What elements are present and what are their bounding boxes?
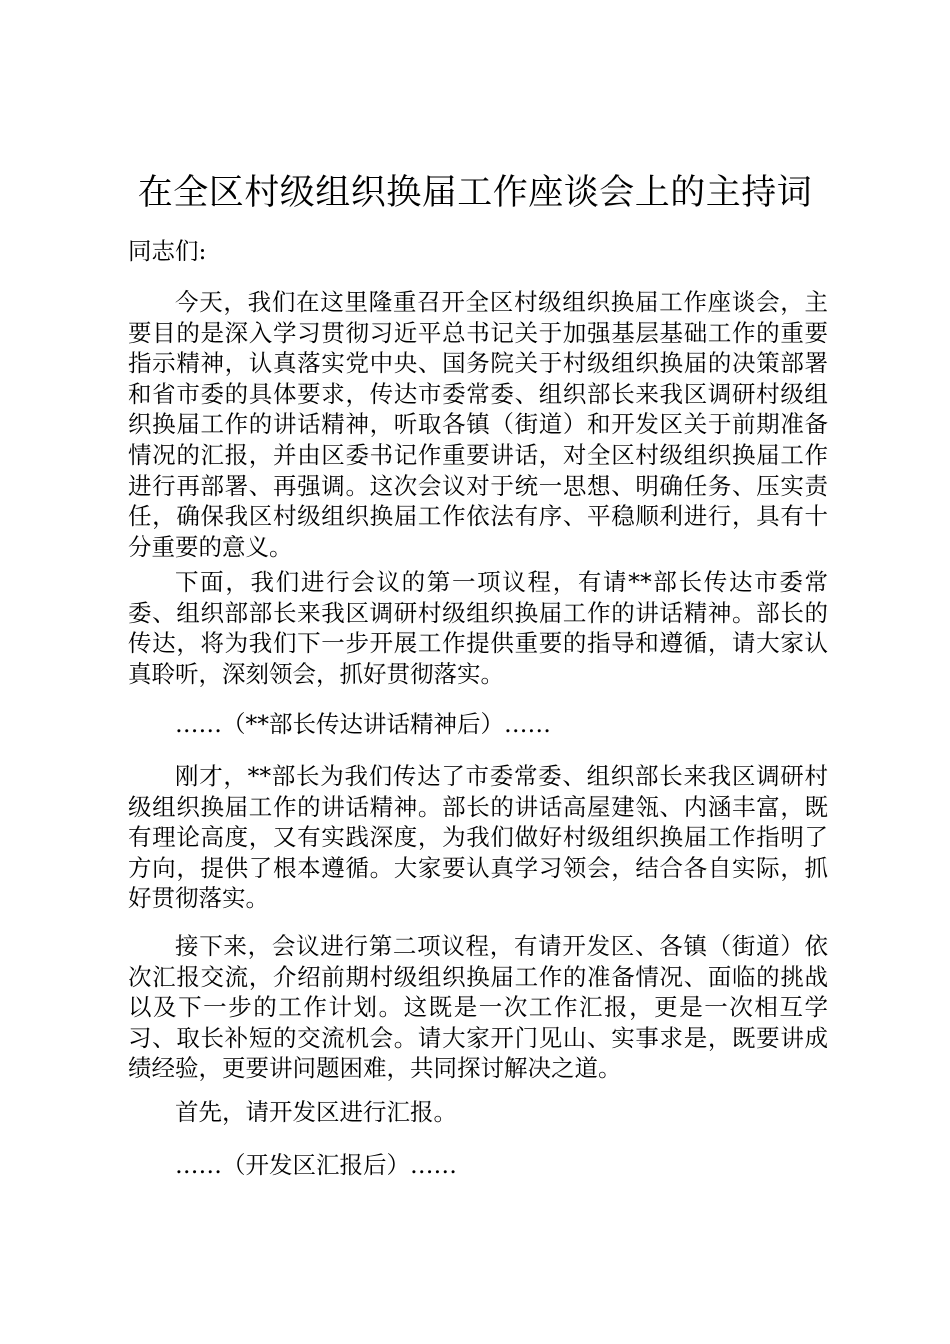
document-title: 在全区村级组织换届工作座谈会上的主持词 — [137, 173, 813, 213]
paragraph-agenda-two: 接下来，会议进行第二项议程，有请开发区、各镇（街道）依次汇报交流，介绍前期村级组织换届工作的准备情况、面临的挑战以及下一步的工作计划。这既是一次工作汇报，更是一次相互学习、取长补短的交流机会。请大家开门见山、实事求是，既要讲成绩经验，更要讲问题困难，共同探讨解决之道。 — [128, 932, 828, 1083]
salutation: 同志们: — [128, 237, 207, 265]
paragraph-stage-note-two: ……（开发区汇报后）…… — [175, 1151, 457, 1179]
paragraph-agenda-one: 下面，我们进行会议的第一项议程，有请**部长传达市委常委、组织部部长来我区调研村级组织换届工作的讲话精神。部长的传达，将为我们下一步开展工作提供重要的指导和遵循，请大家认真聆听，深刻领会，抓好贯彻落实。 — [128, 568, 828, 688]
paragraph-first-report: 首先，请开发区进行汇报。 — [175, 1098, 457, 1126]
paragraph-opening: 今天，我们在这里隆重召开全区村级组织换届工作座谈会，主要目的是深入学习贯彻习近平总书记关于加强基层基础工作的重要指示精神，认真落实党中央、国务院关于村级组织换届的决策部署和省市委的具体要求，传达市委常委、组织部长来我区调研村级组织换届工作的讲话精神，听取各镇（街道）和开发区关于前期准备情况的汇报，并由区委书记作重要讲话，对全区村级组织换届工作进行再部署、再强调。这次会议对于统一思想、明确任务、压实责任，确保我区村级组织换届工作依法有序、平稳顺利进行，具有十分重要的意义。 — [128, 288, 828, 561]
paragraph-stage-note-one: ……（**部长传达讲话精神后）…… — [175, 710, 551, 738]
paragraph-summary: 刚才，**部长为我们传达了市委常委、组织部长来我区调研村级组织换届工作的讲话精神。部长的讲话高屋建瓴、内涵丰富，既有理论高度，又有实践深度，为我们做好村级组织换届工作指明了方向，提供了根本遵循。大家要认真学习领会，结合各自实际，抓好贯彻落实。 — [128, 762, 828, 913]
